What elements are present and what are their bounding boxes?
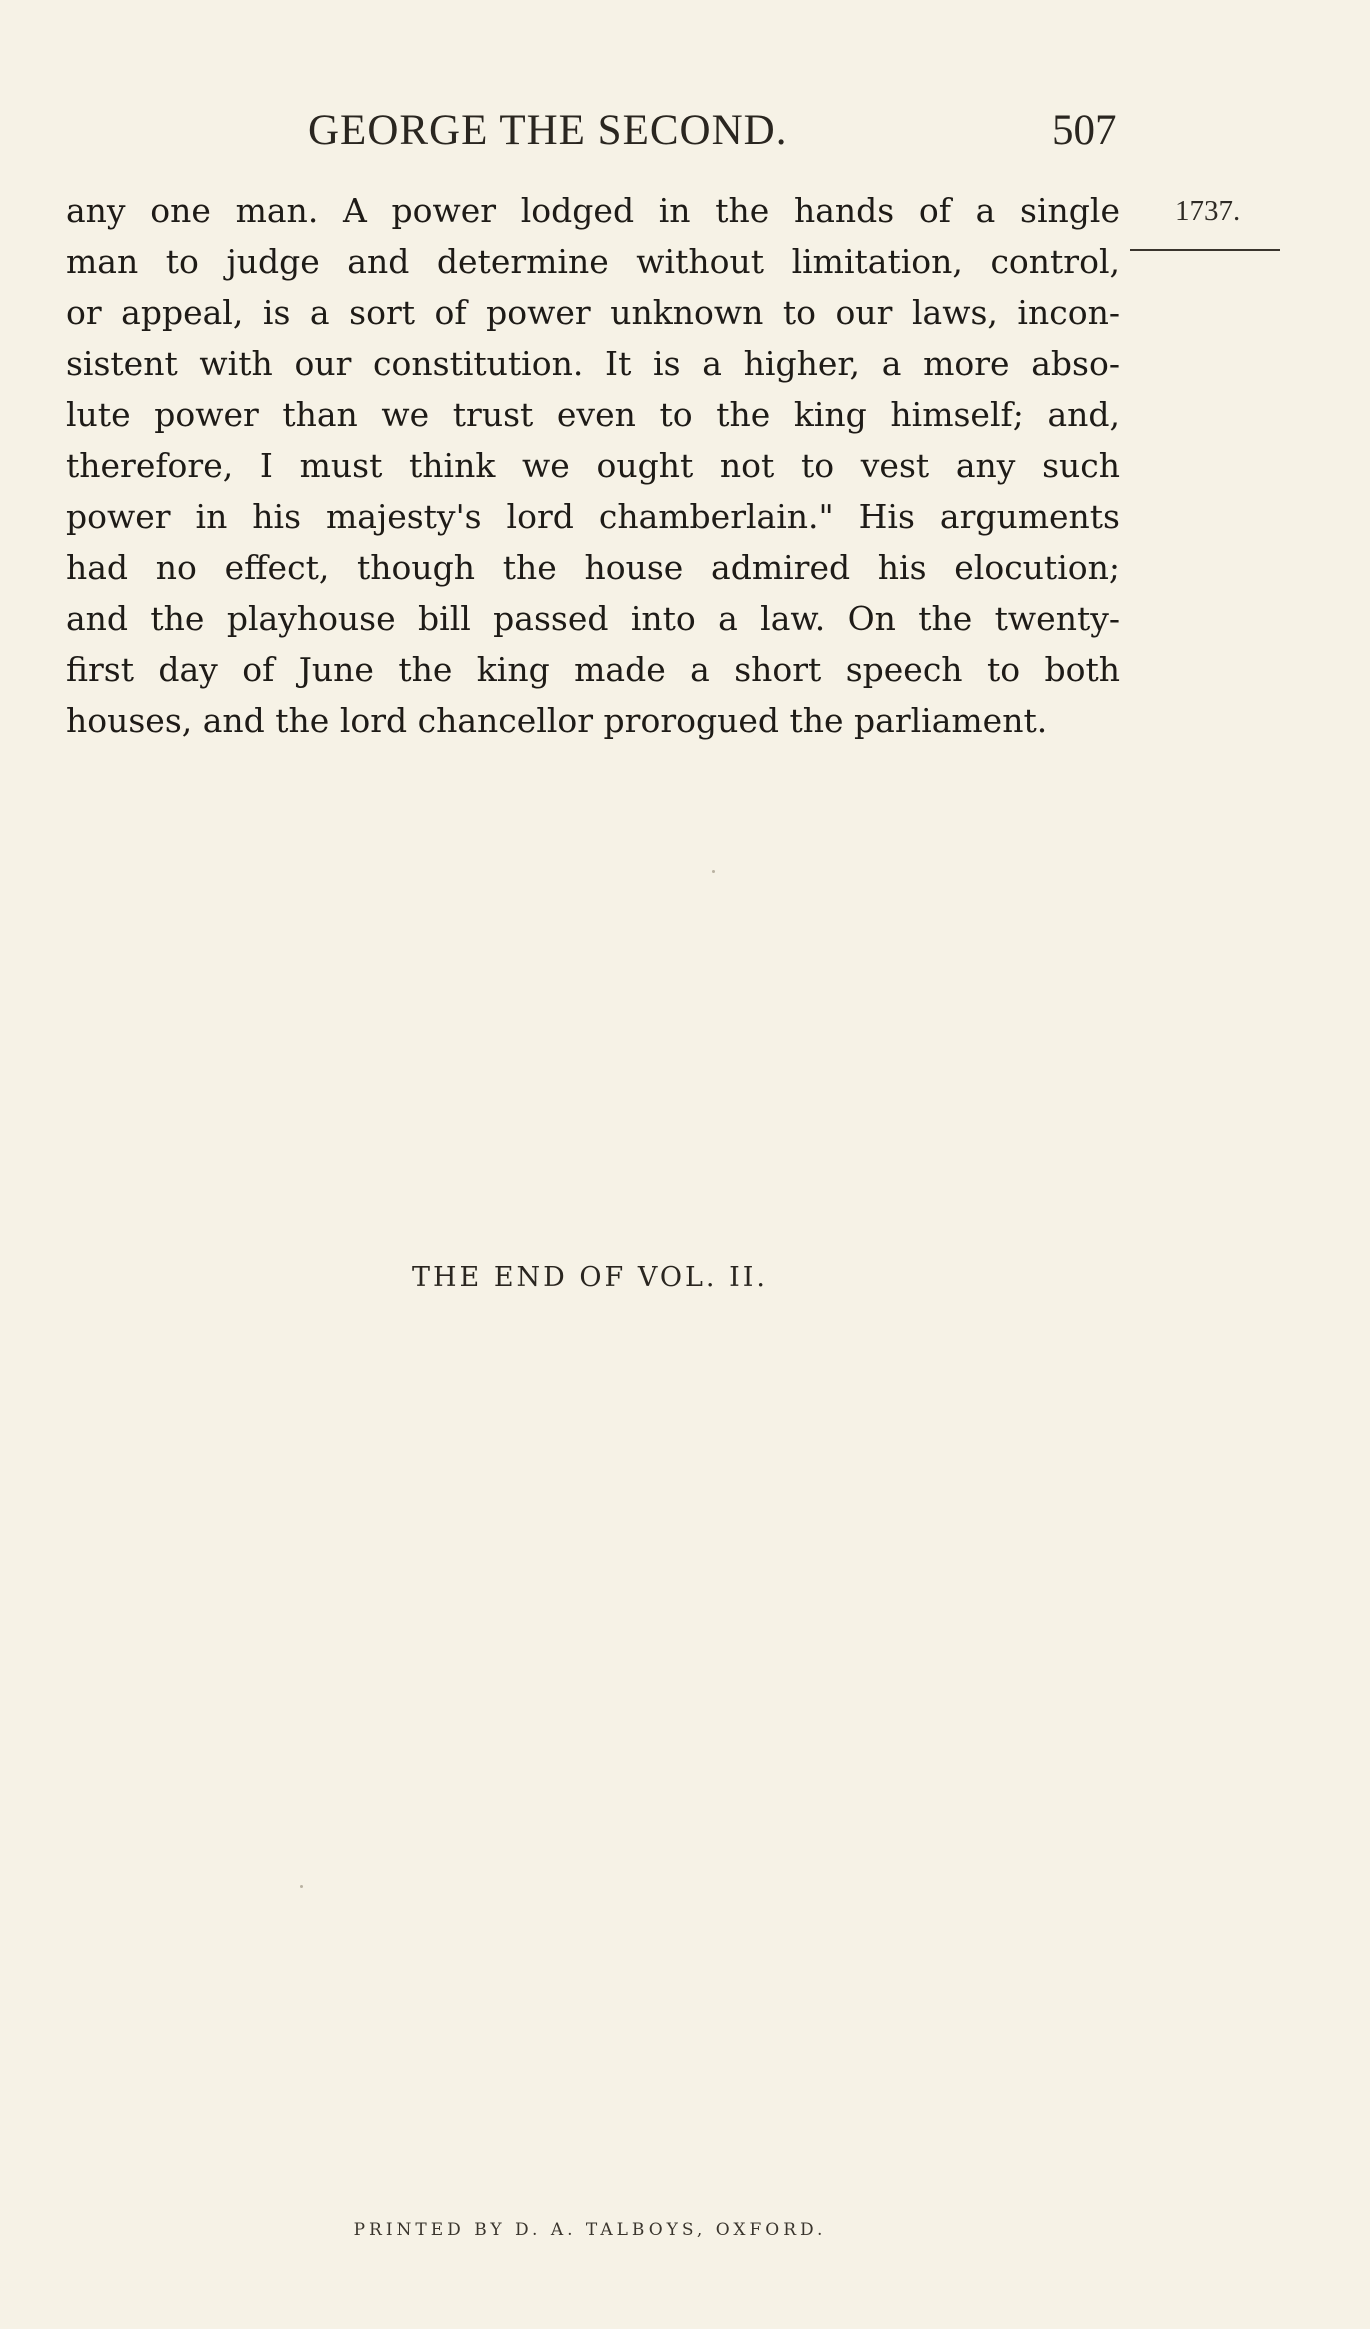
paper-speck xyxy=(300,1885,303,1888)
body-line: houses, and the lord chancellor prorogued the parliament. xyxy=(66,701,1048,740)
body-paragraph xyxy=(66,185,1120,746)
body-line: man to judge and determine without limitation, control, xyxy=(66,242,1120,281)
body-line: sistent with our constitution. It is a higher, a more abso- xyxy=(66,344,1120,383)
body-line: first day of June the king made a short speech to both xyxy=(66,650,1120,689)
margin-rule xyxy=(1130,249,1280,251)
margin-year-note: 1737. xyxy=(1175,195,1241,227)
end-of-volume-note: THE END OF VOL. II. xyxy=(411,1262,769,1293)
body-line: any one man. A power lodged in the hands of a single xyxy=(66,191,1120,230)
body-line: power in his majesty's lord chamberlain." His arguments xyxy=(66,497,1120,536)
body-line: or appeal, is a sort of power unknown to our laws, incon- xyxy=(66,293,1120,332)
body-line: and the playhouse bill passed into a law. On the twenty- xyxy=(66,599,1120,638)
body-line: lute power than we trust even to the king himself; and, xyxy=(66,395,1120,434)
body-line: therefore, I must think we ought not to vest any such xyxy=(66,446,1120,485)
page-number: 507 xyxy=(1052,107,1117,154)
body-line: had no effect, though the house admired his elocution; xyxy=(66,548,1120,587)
printer-imprint: PRINTED BY D. A. TALBOYS, OXFORD. xyxy=(353,2220,827,2240)
running-head: GEORGE THE SECOND. xyxy=(308,107,788,154)
paper-speck xyxy=(712,870,715,873)
